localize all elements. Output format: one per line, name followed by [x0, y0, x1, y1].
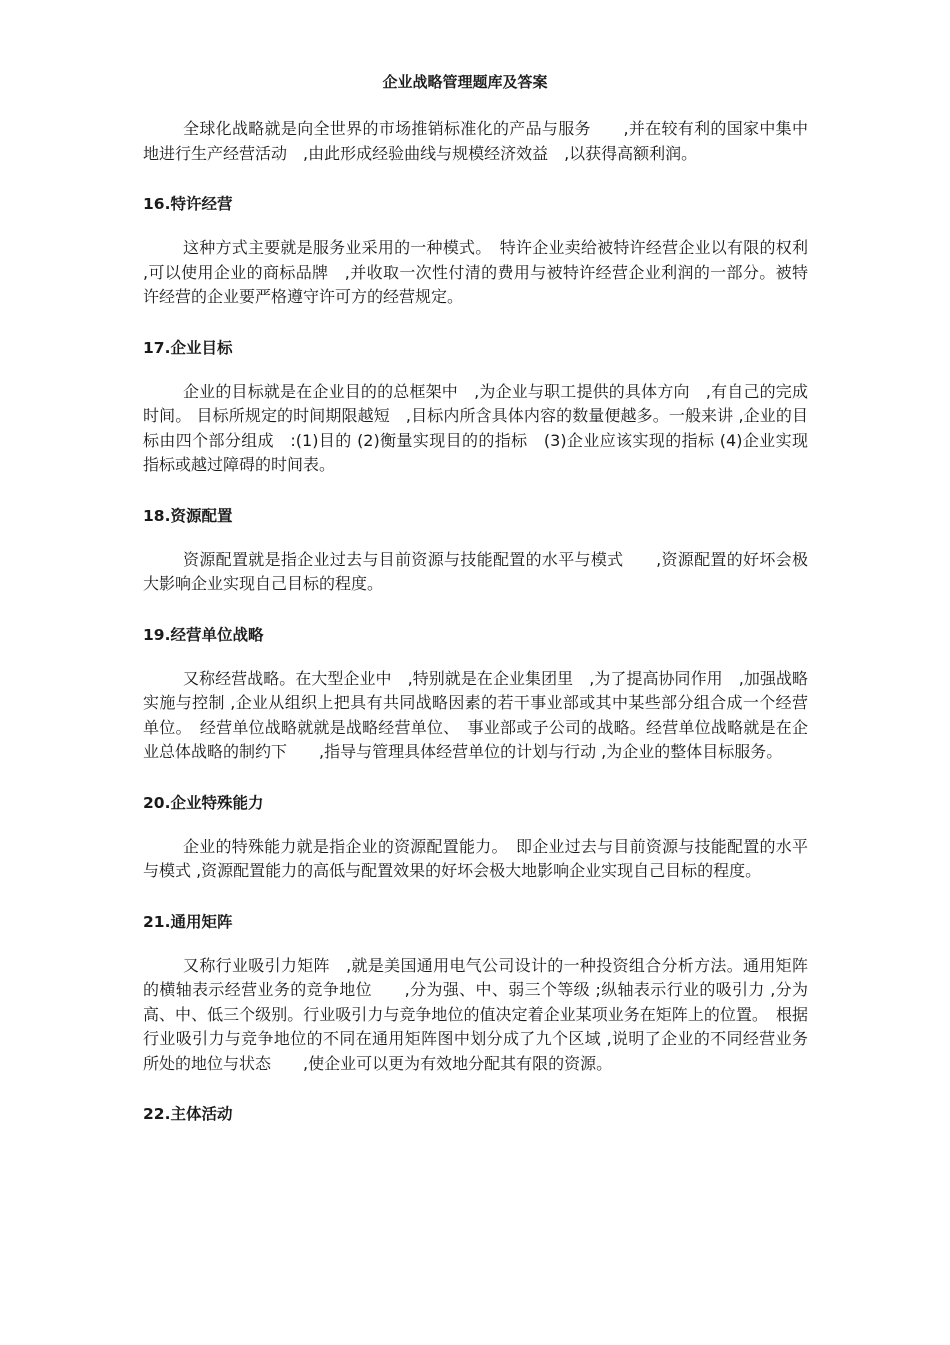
- section-heading-21: 21.通用矩阵: [143, 912, 233, 931]
- intro-paragraph: 全球化战略就是向全世界的市场推销标准化的产品与服务 ,并在较有利的国家中集中地进行生产经营活动 ,由此形成经验曲线与规模经济效益 ,以获得高额利润。: [143, 119, 808, 163]
- section-heading-17: 17.企业目标: [143, 338, 233, 357]
- section-body-20: 企业的特殊能力就是指企业的资源配置能力。 即企业过去与目前资源与技能配置的水平与模式 ,资源配置能力的高低与配置效果的好坏会极大地影响企业实现自己目标的程度。: [143, 836, 808, 880]
- section-heading-18: 18.资源配置: [143, 506, 233, 525]
- section-body-17: 企业的目标就是在企业目的的总框架中 ,为企业与职工提供的具体方向 ,有自己的完成时间。 目标所规定的时间期限越短 ,目标内所含具体内容的数量便越多。一般来讲 ,企业的目标由四个部分组成 :(1)目的 (2)衡量实现目的的指标 (3)企业应该实现的指标 (4)企业实现指标或越过障碍的时间表。: [143, 381, 808, 474]
- section-heading-20: 20.企业特殊能力: [143, 793, 264, 812]
- section-body-21: 又称行业吸引力矩阵 ,就是美国通用电气公司设计的一种投资组合分析方法。通用矩阵的横轴表示经营业务的竞争地位 ,分为强、中、弱三个等级 ;纵轴表示行业的吸引力 ,分为高、中、低三个级别。行业吸引力与竞争地位的值决定着企业某项业务在矩阵上的位置。 根据行业吸引力与竞争地位的不同在通用矩阵图中划分成了九个区域 ,说明了企业的不同经营业务所处的地位与状态 ,使企业可以更为有效地分配其有限的资源。: [143, 955, 808, 1073]
- section-heading-22: 22.主体活动: [143, 1105, 233, 1123]
- document-title: 企业战略管理题库及答案: [382, 73, 548, 91]
- section-heading-19: 19.经营单位战略: [143, 625, 264, 644]
- section-heading-16: 16.特许经营: [143, 195, 233, 213]
- section-body-16: 这种方式主要就是服务业采用的一种模式。 特许企业卖给被特许经营企业以有限的权利 ,可以使用企业的商标品牌 ,并收取一次性付清的费用与被特许经营企业利润的一部分。被特许经营的企业要严格遵守许可方的经营规定。: [143, 238, 808, 306]
- section-body-18: 资源配置就是指企业过去与目前资源与技能配置的水平与模式 ,资源配置的好坏会极大影响企业实现自己目标的程度。: [143, 549, 808, 593]
- document-body: [143, 117, 808, 1126]
- section-body-19: 又称经营战略。在大型企业中 ,特别就是在企业集团里 ,为了提高协同作用 ,加强战略实施与控制 ,企业从组织上把具有共同战略因素的若干事业部或其中某些部分组合成一个经营单位。 经营单位战略就就是战略经营单位、 事业部或子公司的战略。经营单位战略就是在企业总体战略的制约下 ,指导与管理具体经营单位的计划与行动 ,为企业的整体目标服务。: [143, 668, 808, 761]
